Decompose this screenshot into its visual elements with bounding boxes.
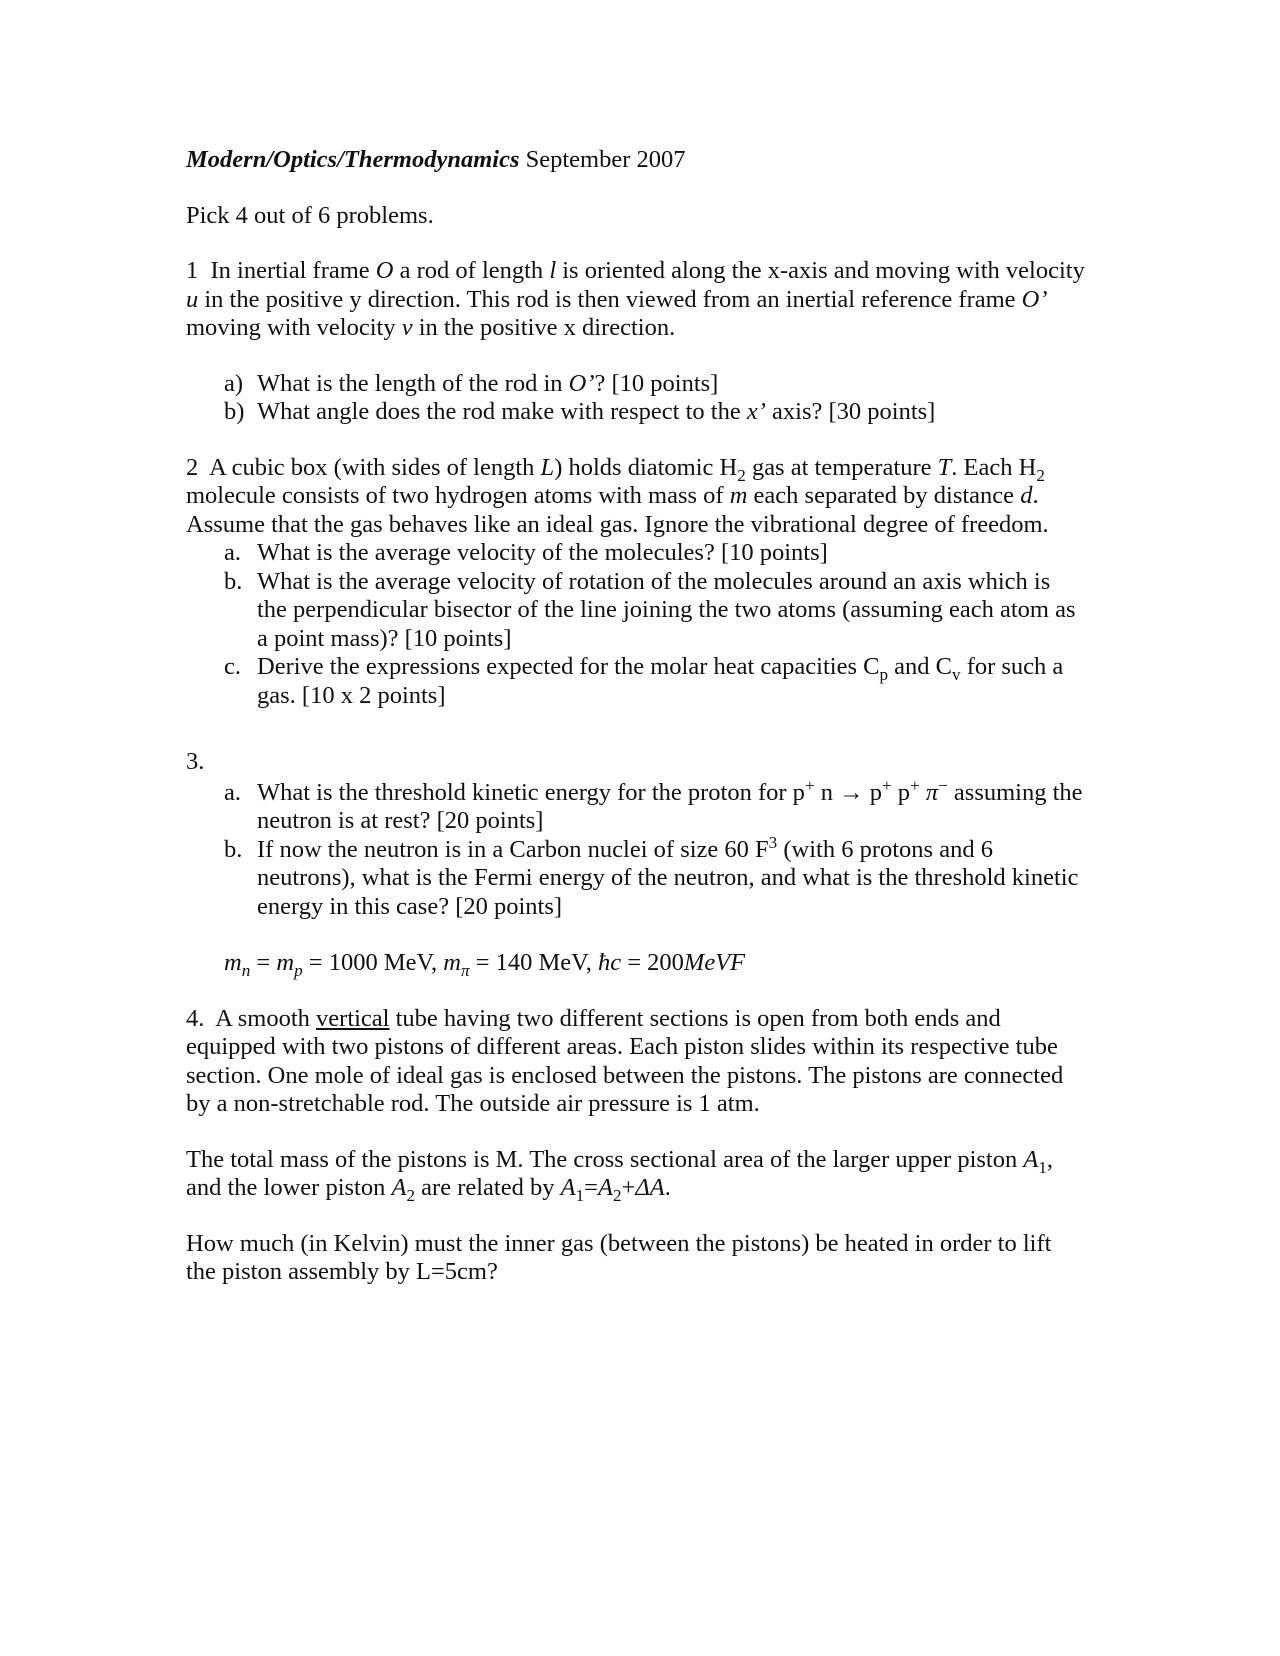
part-text: and C xyxy=(888,653,952,680)
part-text: Derive the expressions expected for the molar heat capacities C xyxy=(257,653,880,680)
problem-1-text: moving with velocity xyxy=(186,314,402,341)
problem-4-text: + xyxy=(621,1174,636,1201)
part-text: p xyxy=(863,778,882,806)
subscript: 1 xyxy=(1038,1157,1047,1177)
subscript: 2 xyxy=(406,1185,416,1205)
problem-1-part-a xyxy=(186,370,1086,399)
part-marker: c. xyxy=(224,653,241,680)
superscript: + xyxy=(881,775,892,795)
var-delta-A: ΔA xyxy=(635,1174,665,1201)
problem-2-text: each separated by distance xyxy=(747,482,1021,509)
subscript: p xyxy=(879,664,889,684)
equation-text: = 200 xyxy=(621,949,684,976)
problem-2 xyxy=(186,454,1086,711)
equation-unit: MeVF xyxy=(683,949,746,976)
subscript: n xyxy=(241,960,251,980)
equation-text: = 140 MeV, xyxy=(469,949,598,976)
part-marker: a. xyxy=(224,778,241,806)
part-text: What is the average velocity of the molecules? [10 points] xyxy=(257,539,828,566)
part-text: What is the average velocity of rotation of the molecules around an axis which is the perpendicular bisector of the line joining the two atoms (assuming each atom as a point mass)? [10 points] xyxy=(257,567,1076,652)
part-text: p xyxy=(891,778,911,806)
problem-4-text: A smooth xyxy=(215,1004,317,1032)
part-marker: b. xyxy=(224,835,243,863)
problem-2-text: gas at temperature xyxy=(745,453,938,481)
superscript: 3 xyxy=(768,832,778,852)
problem-1-parts xyxy=(186,370,1086,427)
problem-4-text: are related by xyxy=(415,1174,561,1201)
page-title xyxy=(186,146,1086,175)
problem-3-part-a xyxy=(186,775,1086,836)
problem-4-text: = xyxy=(584,1174,598,1201)
problem-2-text: molecule consists of two hydrogen atoms with mass of xyxy=(186,482,730,509)
superscript: + xyxy=(804,775,815,795)
problem-4-text: tube having two different sections is open from both ends and equipped with two pistons of different areas. Each piston slides within its respective tube section. One mole of ideal gas is enclosed between the pistons. The pistons are connected by a non-stretchable rod. The outside air pressure is 1 atm. xyxy=(186,1004,1064,1117)
problem-2-text: ) holds diatomic H xyxy=(554,453,738,481)
var-u: u xyxy=(186,285,199,313)
problem-1-text: In inertial frame xyxy=(210,257,376,284)
part-text: for such a gas. [10 x 2 points] xyxy=(257,653,1064,709)
subscript: 2 xyxy=(1036,465,1045,485)
exam-date: September 2007 xyxy=(525,146,686,173)
problem-2-part-b xyxy=(186,568,1086,654)
problem-1-statement xyxy=(186,257,1086,343)
part-italic: x’ xyxy=(746,398,766,425)
problem-1-part-b xyxy=(186,398,1086,427)
subscript: π xyxy=(460,960,470,980)
arrow-icon: → xyxy=(839,778,864,806)
part-marker: a. xyxy=(224,539,241,566)
part-text: What is the length of the rod in xyxy=(257,369,569,397)
part-text: (with 6 protons and 6 neutrons), what is the Fermi energy of the neutron, and what is the threshold kinetic energy in this case? [20 points] xyxy=(257,835,1079,920)
problem-4-text: The total mass of the pistons is M. The cross sectional area of the larger upper piston xyxy=(186,1145,1024,1173)
part-marker: b) xyxy=(224,398,245,425)
problem-4-text: . xyxy=(664,1174,671,1201)
part-marker: a) xyxy=(224,369,244,397)
problem-3-part-b xyxy=(186,832,1086,922)
part-marker: b. xyxy=(224,567,243,595)
part-text: n xyxy=(814,778,840,806)
subscript: 1 xyxy=(575,1185,585,1205)
subscript: p xyxy=(294,960,303,980)
exam-content xyxy=(186,146,1086,1287)
var-mpi: m xyxy=(443,949,461,976)
var-A: A xyxy=(391,1174,407,1201)
problem-1-number: 1 xyxy=(186,257,199,284)
equation-text: = xyxy=(250,949,277,976)
part-text: ? [10 points] xyxy=(594,369,719,397)
problem-4-pistons xyxy=(186,1146,1086,1203)
problem-2-text: . Assume that the gas behaves like an ideal gas. Ignore the vibrational degree of freedom. xyxy=(186,482,1049,538)
problem-3-parts xyxy=(186,775,1086,922)
problem-2-part-a xyxy=(186,539,1086,568)
var-A: A xyxy=(560,1174,576,1201)
subscript: 2 xyxy=(612,1185,622,1205)
problem-2-parts xyxy=(186,539,1086,710)
underlined-word: vertical xyxy=(316,1004,390,1032)
var-T: T xyxy=(937,453,952,481)
part-text: What is the threshold kinetic energy for the proton for p xyxy=(257,778,805,806)
problem-2-statement xyxy=(186,454,1086,540)
var-l: l xyxy=(549,257,557,284)
problem-4-text: , and the lower piston xyxy=(186,1145,1054,1201)
problem-1 xyxy=(186,257,1086,427)
problem-2-text: A cubic box (with sides of length xyxy=(209,453,541,481)
problem-1-text: in the positive x direction. xyxy=(412,314,676,341)
part-text: axis? [30 points] xyxy=(765,398,936,425)
frame-o: O xyxy=(375,257,394,284)
subscript: 2 xyxy=(737,465,746,485)
problem-2-text: . Each H xyxy=(951,453,1037,481)
problem-2-part-c xyxy=(186,653,1086,710)
frame-o-prime: O’ xyxy=(1021,285,1048,313)
instructions: Pick 4 out of 6 problems. xyxy=(186,201,434,229)
var-m: m xyxy=(729,482,748,509)
problem-2-number: 2 xyxy=(186,453,199,481)
part-text: assuming the neutron is at rest? [20 points] xyxy=(257,778,1083,834)
problem-4-number: 4. xyxy=(186,1004,205,1032)
part-text: What angle does the rod make with respect to the xyxy=(257,398,747,425)
problem-3-number: 3. xyxy=(186,748,205,775)
problem-4 xyxy=(186,1005,1086,1287)
problem-1-text: a rod of length xyxy=(393,257,550,284)
equation-text: = 1000 MeV, xyxy=(302,949,444,976)
problem-1-text: in the positive y direction. This rod is then viewed from an inertial reference frame xyxy=(198,285,1022,313)
var-A: A xyxy=(597,1174,613,1201)
problem-3 xyxy=(186,748,1086,978)
pion-symbol: π xyxy=(919,778,939,806)
subscript: v xyxy=(952,664,961,684)
problem-4-statement xyxy=(186,1005,1086,1119)
var-mp: m xyxy=(276,949,295,976)
problem-3-constants xyxy=(186,949,1086,978)
var-v: v xyxy=(401,314,413,341)
superscript: − xyxy=(938,775,948,795)
var-L: L xyxy=(540,453,555,481)
superscript: + xyxy=(910,775,920,795)
subject-title: Modern/Optics/Thermodynamics xyxy=(186,146,520,173)
var-A: A xyxy=(1023,1145,1039,1173)
hbar-c: ħc xyxy=(597,949,622,976)
problem-4-question: How much (in Kelvin) must the inner gas (between the pistons) be heated in order to lift the piston assembly by L=5cm? xyxy=(186,1229,1052,1285)
problem-1-text: is oriented along the x-axis and moving with velocity xyxy=(556,257,1085,284)
var-d: d xyxy=(1020,482,1033,509)
part-text: If now the neutron is in a Carbon nuclei of size 60 F xyxy=(257,835,769,863)
var-mn: m xyxy=(224,949,242,976)
part-italic: O’ xyxy=(568,369,595,397)
